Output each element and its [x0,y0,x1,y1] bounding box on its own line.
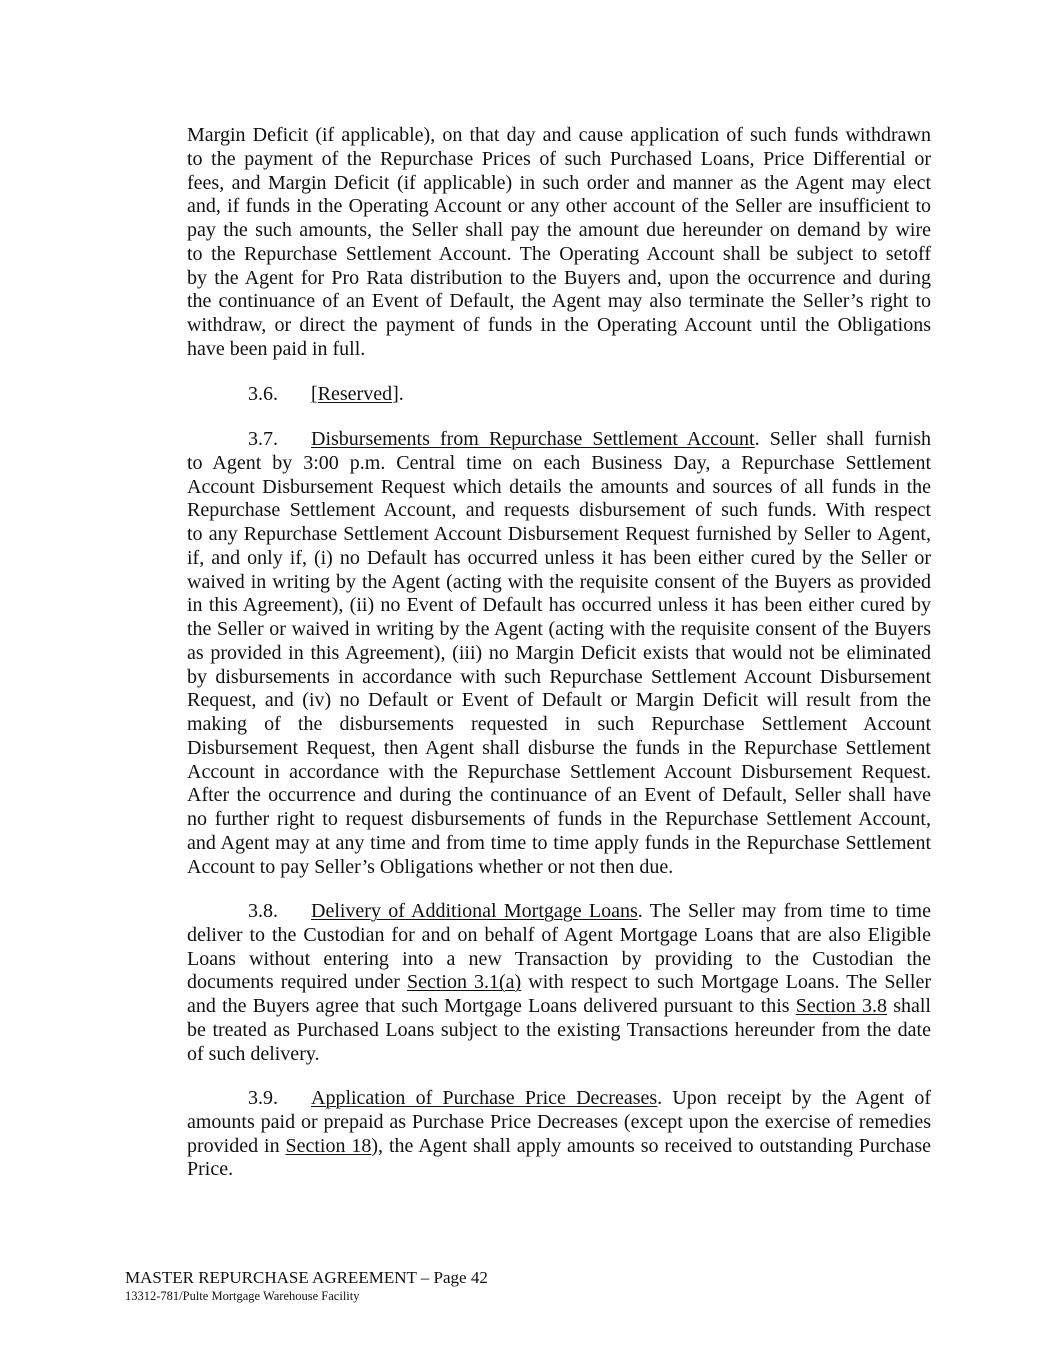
text-line [187,267,931,291]
text-segment: Account in accordance with the Repurchase Settlement Account Disbursement Request. [187,760,931,783]
text-segment: fees, and Margin Deficit (if applicable) in such order and manner as the Agent may elect [187,171,931,194]
text-line [187,148,931,172]
section-3-6 [187,383,931,407]
text-line [187,1158,931,1182]
text-line [187,1019,931,1043]
text-line [187,547,931,571]
text-line [187,124,931,148]
text-segment: as provided in this Agreement), (iii) no Margin Deficit exists that would not be eliminated [187,641,931,664]
text-line [187,243,931,267]
text-segment: by the Agent for Pro Rata distribution to the Buyers and, upon the occurrence and during [187,266,931,289]
text-line [187,452,931,476]
text-line [187,338,931,362]
text-line [187,642,931,666]
text-line [187,172,931,196]
section-number: 3.7. [248,428,278,450]
text-segment: the continuance of an Event of Default, the Agent may also terminate the Seller’s right to [187,290,931,313]
text-line [187,314,931,338]
footer-title: MASTER REPURCHASE AGREEMENT – Page 42 [125,1268,488,1287]
text-line [187,900,931,924]
text-segment: ), the Agent shall apply amounts so received to outstanding Purchase [371,1134,931,1157]
text-segment: withdraw, or direct the payment of funds in the Operating Account until the Obligations [187,314,931,336]
underlined-reference: Disbursements from Repurchase Settlement Account [311,428,755,450]
text-segment: Margin Deficit (if applicable), on that day and cause application of such funds withdrawn [187,124,931,146]
text-line [187,594,931,618]
text-line [187,195,931,219]
underlined-reference: Application of Purchase Price Decreases [311,1087,658,1109]
text-line [187,832,931,856]
text-segment: waived in writing by the Agent (acting with the requisite consent of the Buyers as provided [187,570,931,593]
text-line [187,737,931,761]
text-line [187,971,931,995]
text-segment: have been paid in full. [187,337,366,360]
text-line [187,1135,931,1159]
section-number: 3.8. [248,900,278,922]
text-line [187,1043,931,1067]
text-segment: by disbursements in accordance with such Repurchase Settlement Account Disbursement [187,665,931,688]
text-segment: to the Repurchase Settlement Account. The Operating Account shall be subject to setoff [187,242,931,265]
text-segment: amounts paid or prepaid as Purchase Price Decreases (except upon the exercise of remedies [187,1110,931,1133]
text-line [187,523,931,547]
text-segment: and the Buyers agree that such Mortgage Loans delivered pursuant to this [187,995,796,1017]
text-segment: of such delivery. [187,1042,320,1065]
text-line [187,784,931,808]
footer-reference: 13312-781/Pulte Mortgage Warehouse Facility [125,1289,360,1303]
underlined-reference: [Reserved] [311,383,399,405]
text-segment: Request, and (iv) no Default or Event of Default or Margin Deficit will result from the [187,689,931,712]
text-segment: with respect to such Mortgage Loans. The Seller [521,971,931,994]
text-segment: . Upon receipt by the Agent of [657,1087,931,1109]
text-line [187,1087,931,1111]
text-segment: Account to pay Seller’s Obligations whether or not then due. [187,855,674,878]
section-3-7 [187,428,931,879]
section-number: 3.9. [248,1087,278,1109]
text-line [187,761,931,785]
underlined-reference: Section 18 [285,1134,372,1157]
text-segment: . The Seller may from time to time [637,900,931,922]
text-line [187,995,931,1019]
text-line [187,219,931,243]
underlined-reference: Delivery of Additional Mortgage Loans [311,900,638,922]
paragraph-continuation [187,124,931,362]
text-segment: pay the such amounts, the Seller shall pay the amount due hereunder on demand by wire [187,219,931,241]
text-segment: provided in [187,1134,286,1157]
text-segment: the Seller or waived in writing by the Agent (acting with the requisite consent of the Buyers [187,618,931,640]
text-segment: making of the disbursements requested in such Repurchase Settlement Account [187,713,931,735]
text-segment: in this Agreement), (ii) no Event of Default has occurred unless it has been either cured by [187,594,931,617]
section-number: 3.6. [248,383,278,405]
text-line [187,476,931,500]
text-line [187,924,931,948]
text-line [187,948,931,972]
text-segment: be treated as Purchased Loans subject to the existing Transactions hereunder from the date [187,1018,931,1041]
text-segment: and Agent may at any time and from time to time apply funds in the Repurchase Settlement [187,831,931,854]
text-segment: documents required under [187,971,407,994]
text-segment: deliver to the Custodian for and on behalf of Agent Mortgage Loans that are also Eligible [187,923,931,946]
underlined-reference: Section 3.8 [795,995,887,1017]
text-line [187,1111,931,1135]
text-line [187,571,931,595]
text-line [187,713,931,737]
text-line [187,618,931,642]
text-segment: After the occurrence and during the continuance of an Event of Default, Seller shall have [187,784,931,807]
text-segment: to any Repurchase Settlement Account Disbursement Request furnished by Seller to Agent, [187,523,931,545]
text-segment: to the payment of the Repurchase Prices of such Purchased Loans, Price Differential or [187,147,931,170]
text-segment: Price. [187,1158,234,1181]
section-3-8 [187,900,931,1066]
text-segment: Account Disbursement Request which details the amounts and sources of all funds in the [187,475,931,498]
text-segment: Repurchase Settlement Account, and requests disbursement of such funds. With respect [187,499,931,522]
text-segment: . [398,383,404,405]
text-line [187,499,931,523]
text-segment: no further right to request disbursements of funds in the Repurchase Settlement Account, [187,808,931,830]
text-line [187,689,931,713]
text-line [187,856,931,880]
text-segment: to Agent by 3:00 p.m. Central time on each Business Day, a Repurchase Settlement [187,451,931,474]
section-3-9 [187,1087,931,1182]
text-line [187,428,931,452]
underlined-reference: Section 3.1(a) [406,971,522,994]
text-line [187,290,931,314]
text-line [187,383,931,407]
text-segment: . Seller shall furnish [754,428,931,450]
text-line [187,808,931,832]
text-segment: shall [887,995,931,1017]
text-line [187,666,931,690]
text-segment: if, and only if, (i) no Default has occurred unless it has been either cured by the Seller or [187,546,931,569]
text-segment: and, if funds in the Operating Account or any other account of the Seller are insufficient to [187,195,931,218]
text-segment: Disbursement Request, then Agent shall disburse the funds in the Repurchase Settlement [187,736,931,759]
text-segment: Loans without entering into a new Transaction by providing to the Custodian the [187,947,931,970]
